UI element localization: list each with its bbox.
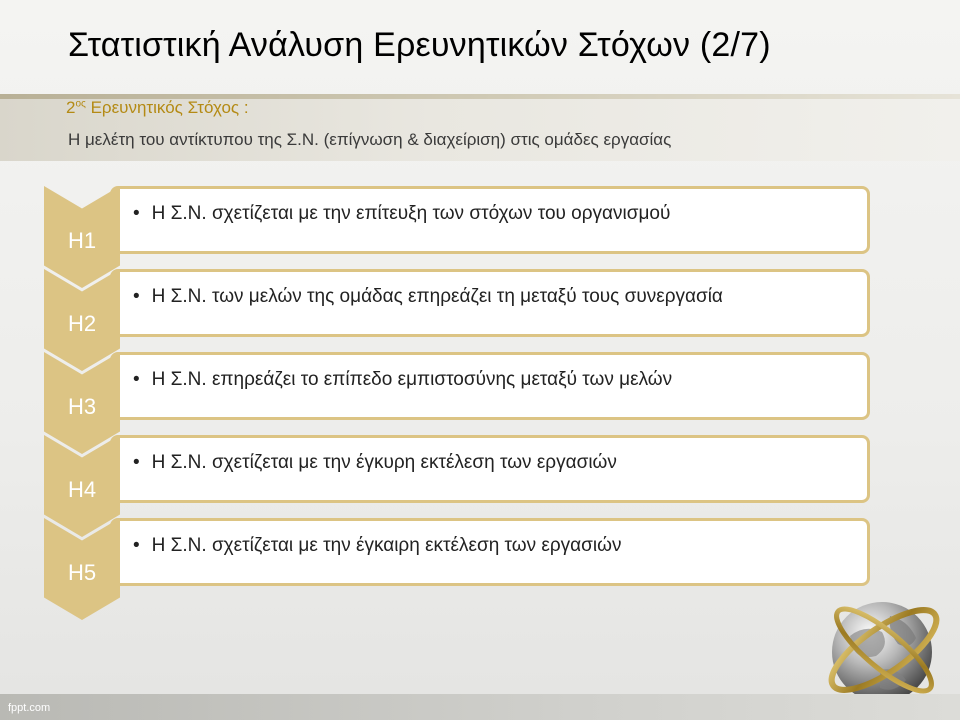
objective-number: 2 bbox=[66, 98, 76, 117]
hypothesis-id: H1 bbox=[67, 228, 97, 253]
hypothesis-row-h2 bbox=[44, 269, 874, 345]
footer-bar bbox=[0, 694, 960, 720]
hypothesis-text: • Η Σ.Ν. των μελών της ομάδας επηρεάζει τη μεταξύ τους συνεργασία bbox=[133, 286, 723, 308]
objective-heading bbox=[66, 98, 249, 118]
objective-suffix: ος bbox=[75, 98, 86, 110]
hypothesis-box bbox=[110, 352, 870, 420]
hypothesis-id: H5 bbox=[67, 560, 97, 585]
objective-label: Ερευνητικός Στόχος : bbox=[90, 98, 249, 117]
hypothesis-box bbox=[110, 269, 870, 337]
hypothesis-box bbox=[110, 186, 870, 254]
hypothesis-row-h4 bbox=[44, 435, 874, 511]
hypothesis-text: • Η Σ.Ν. επηρεάζει το επίπεδο εμπιστοσύνης μεταξύ των μελών bbox=[133, 369, 672, 391]
globe-icon bbox=[820, 586, 950, 710]
hypothesis-id: H4 bbox=[67, 477, 97, 502]
footer-text: fppt.com bbox=[8, 702, 51, 714]
hypothesis-text: • Η Σ.Ν. σχετίζεται με την έγκαιρη εκτέλεση των εργασιών bbox=[133, 535, 621, 557]
hypothesis-row-h5 bbox=[44, 518, 874, 594]
hypothesis-id: H2 bbox=[67, 311, 97, 336]
hypothesis-text: • Η Σ.Ν. σχετίζεται με την έγκυρη εκτέλεση των εργασιών bbox=[133, 452, 617, 474]
hypothesis-box bbox=[110, 435, 870, 503]
objective-description: Η μελέτη του αντίκτυπου της Σ.Ν. (επίγνωση & διαχείριση) στις ομάδες εργασίας bbox=[68, 130, 672, 149]
slide-title: Στατιστική Ανάλυση Ερευνητικών Στόχων (2/7) bbox=[68, 26, 771, 64]
hypothesis-id: H3 bbox=[67, 394, 97, 419]
hypothesis-box bbox=[110, 518, 870, 586]
hypothesis-row-h1 bbox=[44, 186, 874, 262]
hypothesis-row-h3 bbox=[44, 352, 874, 428]
hypothesis-text: • Η Σ.Ν. σχετίζεται με την επίτευξη των στόχων του οργανισμού bbox=[133, 203, 670, 225]
